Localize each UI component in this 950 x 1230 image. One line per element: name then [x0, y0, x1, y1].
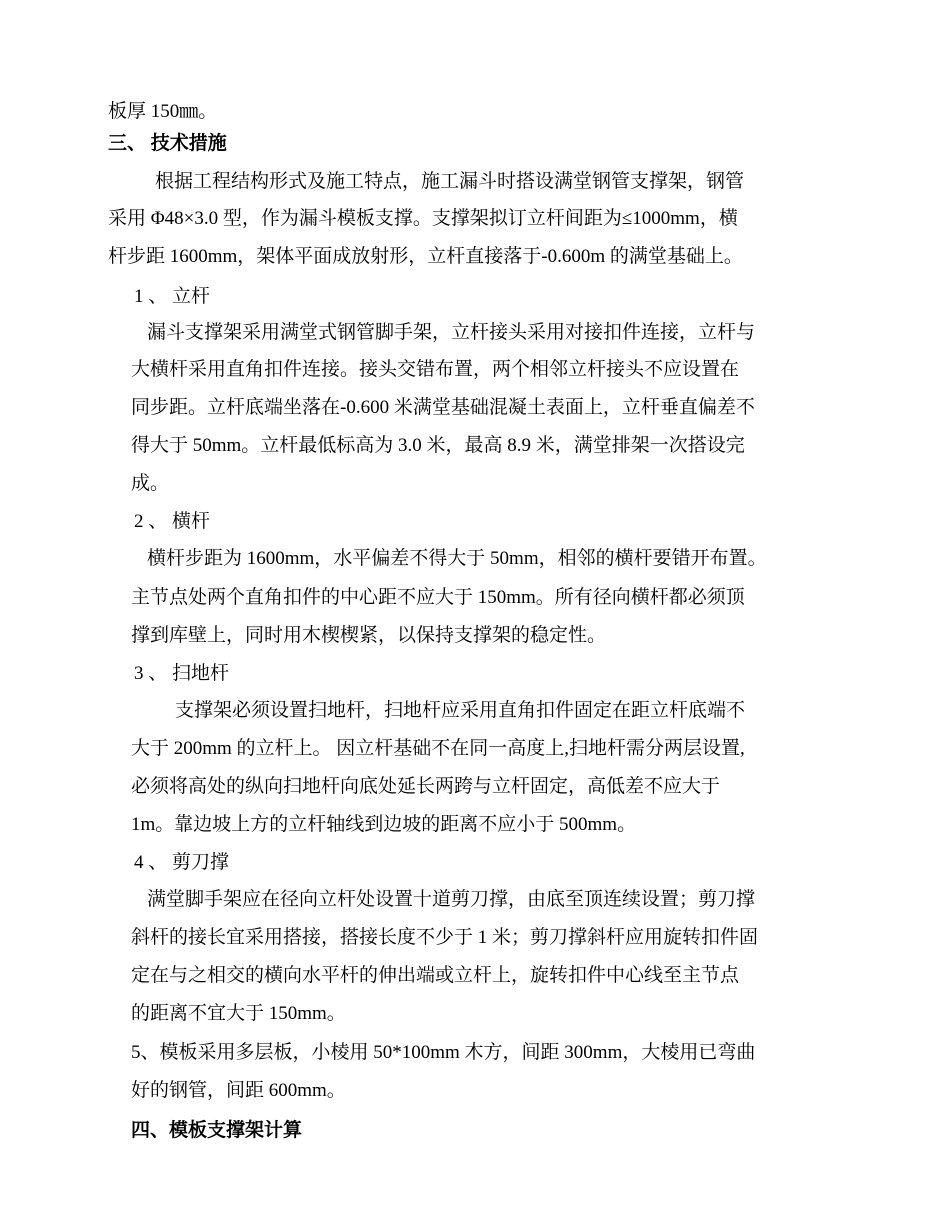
item-1-heading: 1 、 立杆 [134, 286, 211, 307]
item-4-paragraph-line: 的距离不宜大于 150mm。 [131, 1003, 346, 1024]
item-3-paragraph-line: 1m。靠边坡上方的立杆轴线到边坡的距离不应小于 500mm。 [131, 814, 637, 835]
section-4-heading: 四、模板支撑架计算 [131, 1120, 303, 1141]
section-3-heading: 三、 技术措施 [108, 133, 227, 154]
item-1-paragraph-line: 同步距。立杆底端坐落在-0.600 米满堂基础混凝土表面上，立杆垂直偏差不 [131, 397, 755, 418]
item-4-paragraph-line: 定在与之相交的横向水平杆的伸出端或立杆上，旋转扣件中心线至主节点 [131, 965, 740, 986]
item-3-paragraph-line: 必须将高处的纵向扫地杆向底处延长两跨与立杆固定，高低差不应大于 [131, 776, 721, 797]
item-1-paragraph-line: 大横杆采用直角扣件连接。接头交错布置，两个相邻立杆接头不应设置在 [131, 359, 740, 380]
item-4-paragraph-line: 斜杆的接长宜采用搭接，搭接长度不少于 1 米；剪刀撑斜杆应用旋转扣件固 [131, 927, 759, 948]
section-3-paragraph-line: 杆步距 1600mm，架体平面成放射形，立杆直接落于-0.600m 的满堂基础上。 [108, 246, 743, 267]
item-1-paragraph-line: 得大于 50mm。立杆最低标高为 3.0 米，最高 8.9 米，满堂排架一次搭设完 [131, 435, 745, 456]
item-4-heading: 4 、 剪刀撑 [134, 852, 230, 873]
item-2-heading: 2 、 横杆 [134, 511, 211, 532]
item-2-paragraph-line: 主节点处两个直角扣件的中心距不应大于 150mm。所有径向横杆都必须顶 [131, 587, 745, 608]
item-1-paragraph-line: 成。 [131, 473, 170, 494]
section-3-paragraph-line: 采用 Φ48×3.0 型，作为漏斗模板支撑。支撑架拟订立杆间距为≤1000mm，横 [108, 208, 738, 229]
item-4-paragraph-line: 满堂脚手架应在径向立杆处设置十道剪刀撑，由底至顶连续设置；剪刀撑 [147, 889, 756, 910]
item-3-heading: 3 、 扫地杆 [134, 663, 230, 684]
item-2-paragraph-line: 撑到库壁上，同时用木楔楔紧，以保持支撑架的稳定性。 [131, 625, 607, 646]
item-3-paragraph-line: 支撑架必须设置扫地杆，扫地杆应采用直角扣件固定在距立杆底端不 [175, 700, 746, 721]
item-3-paragraph-line: 大于 200mm 的立杆上。 因立杆基础不在同一高度上,扫地杆需分两层设置, [131, 738, 745, 759]
section-3-paragraph-line: 根据工程结构形式及施工特点，施工漏斗时搭设满堂钢管支撑架，钢管 [155, 171, 745, 192]
item-2-paragraph-line: 横杆步距为 1600mm，水平偏差不得大于 50mm，相邻的横杆要错开布置。 [147, 548, 767, 569]
item-1-paragraph-line: 漏斗支撑架采用满堂式钢管脚手架，立杆接头采用对接扣件连接，立杆与 [147, 322, 756, 343]
intro-line: 板厚 150㎜。 [108, 101, 218, 122]
item-5-paragraph-line: 5、模板采用多层板，小棱用 50*100mm 木方，间距 300mm，大棱用已弯曲 [131, 1042, 756, 1063]
item-5-paragraph-line: 好的钢管，间距 600mm。 [131, 1080, 346, 1101]
